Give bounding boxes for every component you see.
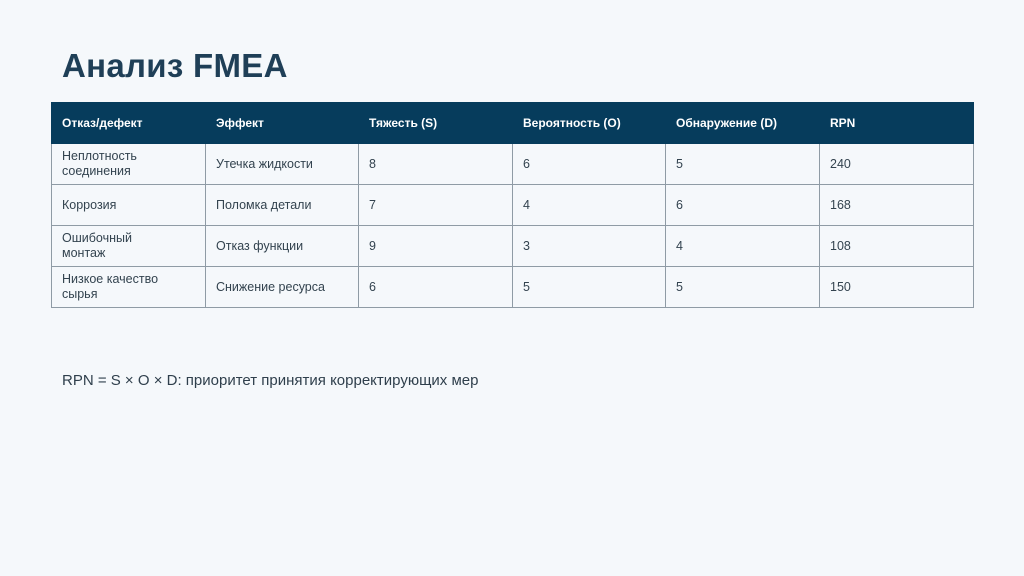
table-row <box>52 185 974 226</box>
header-failure: Отказ/дефект <box>52 103 206 144</box>
cell-rpn: 168 <box>820 185 974 226</box>
cell-effect: Отказ функции <box>206 226 359 267</box>
cell-failure: Ошибочный монтаж <box>52 226 206 267</box>
cell-detection: 4 <box>666 226 820 267</box>
header-effect: Эффект <box>206 103 359 144</box>
cell-failure: Неплотность соединения <box>52 144 206 185</box>
header-occurrence: Вероятность (O) <box>513 103 666 144</box>
cell-failure: Коррозия <box>52 185 206 226</box>
fmea-table <box>51 102 974 308</box>
cell-occurrence: 3 <box>513 226 666 267</box>
cell-detection: 5 <box>666 267 820 308</box>
cell-effect: Снижение ресурса <box>206 267 359 308</box>
cell-severity: 6 <box>359 267 513 308</box>
header-detection: Обнаружение (D) <box>666 103 820 144</box>
slide-title: Анализ FMEA <box>62 47 288 84</box>
table-row <box>52 267 974 308</box>
cell-detection: 6 <box>666 185 820 226</box>
table-row <box>52 144 974 185</box>
cell-detection: 5 <box>666 144 820 185</box>
cell-occurrence: 6 <box>513 144 666 185</box>
cell-failure: Низкое качество сырья <box>52 267 206 308</box>
cell-occurrence: 5 <box>513 267 666 308</box>
header-rpn: RPN <box>820 103 974 144</box>
cell-severity: 9 <box>359 226 513 267</box>
cell-occurrence: 4 <box>513 185 666 226</box>
cell-rpn: 108 <box>820 226 974 267</box>
cell-rpn: 150 <box>820 267 974 308</box>
cell-rpn: 240 <box>820 144 974 185</box>
header-severity: Тяжесть (S) <box>359 103 513 144</box>
cell-severity: 8 <box>359 144 513 185</box>
rpn-formula-note: RPN = S × O × D: приоритет принятия корректирующих мер <box>62 372 479 389</box>
cell-severity: 7 <box>359 185 513 226</box>
table-header-row <box>52 103 974 144</box>
cell-effect: Поломка детали <box>206 185 359 226</box>
cell-effect: Утечка жидкости <box>206 144 359 185</box>
table-row <box>52 226 974 267</box>
